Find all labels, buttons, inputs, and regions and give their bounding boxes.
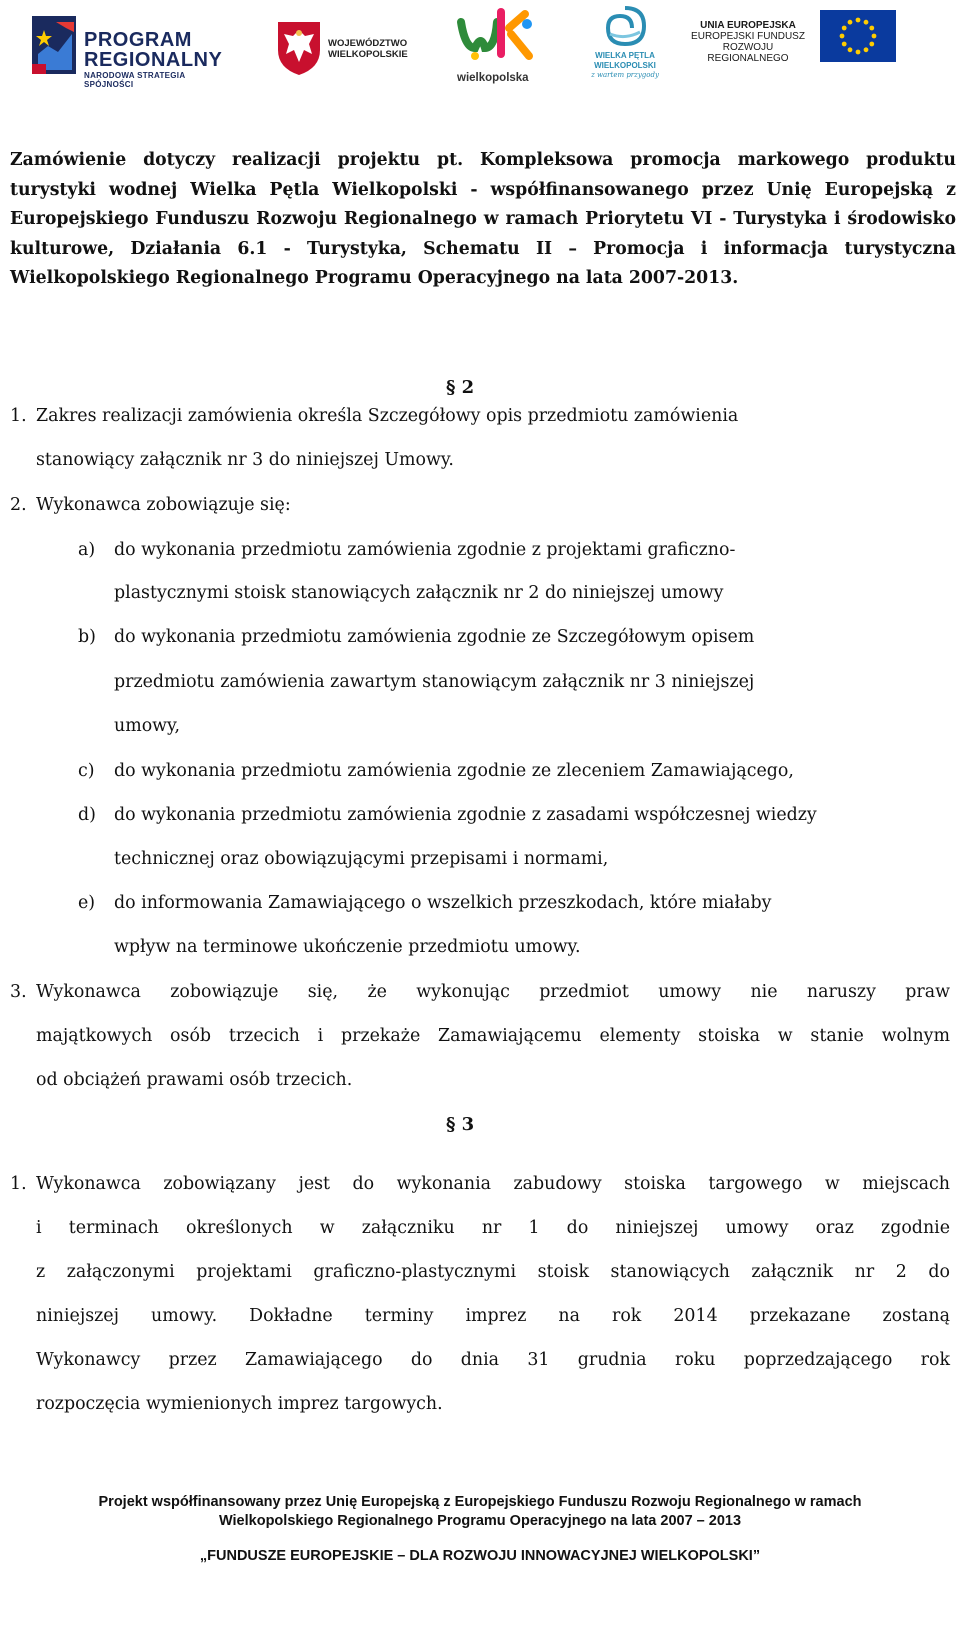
section-2-heading: § 2: [446, 377, 475, 398]
program-regionalny-title-1: PROGRAM: [84, 29, 192, 51]
s3-item-1-line-2: i terminach określonych w załączniku nr 1 do niniejszej umowy oraz zgodnie: [36, 1218, 950, 1238]
footer-line-1: Projekt współfinansowany przez Unię Europejską z Europejskiego Funduszu Rozwoju Regionalnego w ramach: [98, 1494, 862, 1510]
s2-sub-b-line-1: do wykonania przedmiotu zamówienia zgodnie ze Szczegółowym opisem: [114, 627, 755, 647]
program-regionalny-logo: [28, 12, 228, 89]
wielka-petla-line-2: WIELKOPOLSKI: [594, 61, 656, 70]
s2-sub-a-line-2: plastycznymi stoisk stanowiących załącznik nr 2 do niniejszej umowy: [114, 583, 724, 603]
intro-paragraph: Zamówienie dotyczy realizacji projektu pt. Kompleksowa promocja markowego produktu turystyki wodnej Wielka Pętla Wielkopolski - współfinansowanego przez Unię Europejską z Europejskiego Funduszu Rozwoju Regionalnego w ramach Priorytetu VI - Turystyka i środowisko kulturowe, Działania 6.1 - Turystyka, Schematu II – Promocja i informacja turystyczna Wielkopolskiego Regionalnego Programu Operacyjnego na lata 2007-2013.: [10, 150, 956, 288]
s2-item-3-number: 3.: [10, 982, 27, 1002]
s2-sub-a-line-1: do wykonania przedmiotu zamówienia zgodnie z projektami graficzno-: [114, 540, 736, 560]
s2-sub-d-line-2: technicznej oraz obowiązującymi przepisami i normami,: [114, 849, 609, 869]
s2-item-1-line-2: stanowiący załącznik nr 3 do niniejszej Umowy.: [36, 450, 454, 470]
s3-item-1-line-1: Wykonawca zobowiązany jest do wykonania zabudowy stoiska targowego w miejscach: [36, 1174, 950, 1194]
program-regionalny-subtitle: NARODOWA STRATEGIA SPÓJNOŚCI: [84, 71, 186, 89]
program-regionalny-title-2: REGIONALNY: [84, 49, 223, 71]
s2-sub-c-line-1: do wykonania przedmiotu zamówienia zgodnie ze zleceniem Zamawiającego,: [114, 761, 794, 781]
s2-item-1-number: 1.: [10, 406, 27, 426]
eu-logo: [682, 10, 897, 66]
wielkopolska-logo: [455, 4, 545, 88]
s2-item-3-line-1: Wykonawca zobowiązuje się, że wykonując przedmiot umowy nie naruszy praw: [36, 982, 950, 1002]
s2-sub-e-line-2: wpływ na terminowe ukończenie przedmiotu umowy.: [114, 937, 581, 957]
s2-item-3-line-2: majątkowych osób trzecich i przekaże Zamawiającemu elementy stoiska w stanie wolnym: [36, 1026, 950, 1046]
wielka-petla-line-1: WIELKA PĘTLA: [595, 51, 655, 60]
s3-item-1-line-5: Wykonawcy przez Zamawiającego do dnia 31 grudnia roku poprzedzającego rok: [36, 1350, 950, 1370]
section-3-heading: § 3: [446, 1114, 475, 1135]
wielkopolska-letters-icon: [455, 4, 535, 68]
eu-line-1: UNIA EUROPEJSKA: [700, 20, 796, 31]
s3-item-1-number: 1.: [10, 1174, 27, 1194]
eu-line-2: EUROPEJSKI FUNDUSZ: [691, 31, 805, 42]
s2-sub-e-line-1: do informowania Zamawiającego o wszelkich przeszkodach, które miałaby: [114, 893, 772, 913]
s2-sub-d-line-1: do wykonania przedmiotu zamówienia zgodnie z zasadami współczesnej wiedzy: [114, 805, 817, 825]
eu-flag-icon: [820, 10, 896, 62]
s2-item-3-line-3: od obciążeń prawami osób trzecich.: [36, 1070, 353, 1090]
wojewodztwo-line-1: WOJEWÓDZTWO: [328, 38, 408, 49]
s3-item-1-line-6: rozpoczęcia wymienionych imprez targowych.: [36, 1394, 443, 1414]
wielka-petla-loop-icon: [600, 4, 650, 50]
wojewodztwo-line-2: WIELKOPOLSKIE: [328, 49, 408, 60]
s2-sub-b-line-3: umowy,: [114, 716, 181, 736]
footer-line-2: Wielkopolskiego Regionalnego Programu Operacyjnego na lata 2007 – 2013: [218, 1513, 742, 1529]
s2-sub-e-marker: e): [78, 893, 96, 913]
s2-sub-d-marker: d): [78, 805, 96, 825]
s2-sub-b-line-2: przedmiotu zamówienia zawartym stanowiącym załącznik nr 3 niniejszej: [114, 672, 755, 692]
logo-bar: [0, 0, 960, 100]
s2-item-1-line-1: Zakres realizacji zamówienia określa Szczegółowy opis przedmiotu zamówienia: [36, 406, 739, 426]
eagle-shield-icon: [276, 20, 322, 76]
s2-sub-b-marker: b): [78, 627, 96, 647]
footer-line-3: „FUNDUSZE EUROPEJSKIE – DLA ROZWOJU INNOWACYJNEJ WIELKOPOLSKI”: [199, 1548, 761, 1564]
s2-sub-c-marker: c): [78, 761, 95, 781]
wielka-petla-logo: [580, 2, 670, 84]
wielkopolska-label: wielkopolska: [457, 72, 529, 84]
s2-sub-a-marker: a): [78, 540, 96, 560]
s2-item-2-line-1: Wykonawca zobowiązuje się:: [36, 495, 291, 515]
eu-line-3: ROZWOJU REGIONALNEGO: [707, 42, 789, 64]
s2-item-2-number: 2.: [10, 495, 27, 515]
s3-item-1-line-3: z załączonymi projektami graficzno-plastycznymi stoisk stanowiących załącznik nr 2 do: [36, 1262, 950, 1282]
s3-item-1-line-4: niniejszej umowy. Dokładne terminy imprez na rok 2014 przekazane zostaną: [36, 1306, 950, 1326]
wielka-petla-tagline: z wartem przygody: [591, 71, 659, 79]
wojewodztwo-logo: [276, 20, 426, 80]
program-regionalny-emblem-icon: [28, 12, 80, 78]
